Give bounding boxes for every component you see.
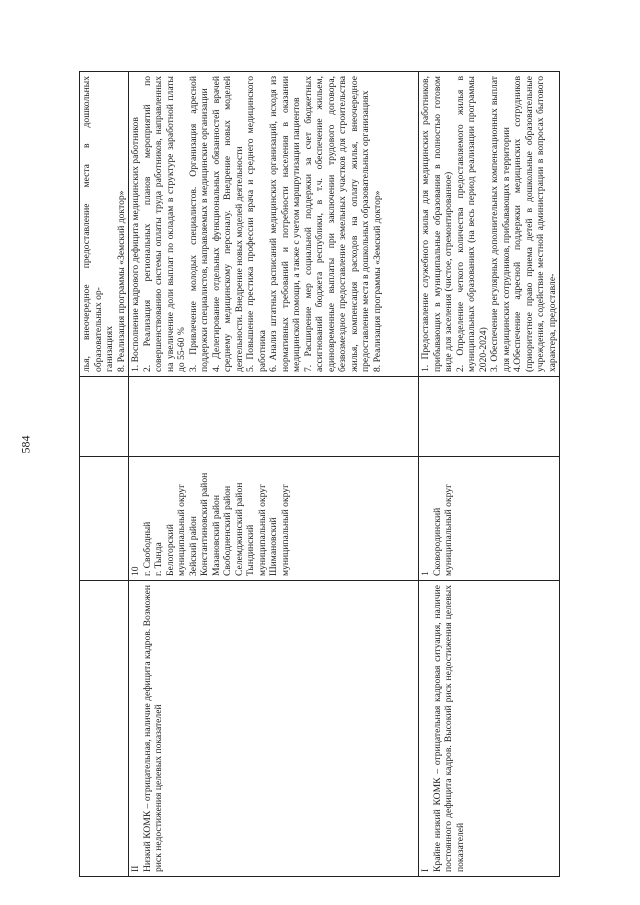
municipality-item: Сковородинский муниципальный округ	[431, 483, 454, 576]
rotated-table-sheet	[79, 72, 558, 877]
municipality-item: Тындинский муниципальный округ	[245, 483, 268, 576]
municipality-item: Зейский район	[187, 516, 199, 576]
measure-item: 1. Предоставление служебного жилья для медицинских работников, прибывающих в муниципальные образования в полностью готовом виде для заселения (чистое, отремонтированное)	[420, 76, 454, 372]
cell-group-ii-label	[129, 581, 419, 877]
municipality-item: г. Свободный	[141, 521, 153, 576]
cell-group-ii-count	[129, 457, 419, 581]
cell-continuation-measures	[80, 72, 129, 377]
table-row-continuation	[80, 72, 129, 877]
measure-item: 4.Обеспечение адресной поддержки медицинских сотрудников (приоритетное право приема детей в дошкольные образовательные учреждения, содействие местной администрации в вопросах бытового характера, предоставле-	[512, 76, 558, 372]
table-row-group-ii	[129, 72, 419, 877]
page-number: 584	[18, 435, 33, 454]
cell-group-i-spacer	[419, 377, 560, 457]
group-ii-count: 10	[130, 566, 141, 576]
group-ii-numeral: II	[130, 865, 141, 872]
group-ii-description: Низкий КОМК – отрицательная, наличие дефицита кадров. Возможен риск недостижения целевых показателей	[141, 585, 164, 872]
measure-item: 8. Реализация программы «Земский доктор»	[371, 190, 383, 372]
measure-item: 1. Восполнение кадрового дефицита медицинских работников	[130, 117, 141, 372]
cell-group-i-measures	[419, 72, 560, 377]
measure-item: 6. Анализ штатных расписаний медицинских организаций, исходя из нормативных требований и потребности населения в оказании медицинской помощи, а также с учетом маршрутизации пациентов	[268, 76, 302, 372]
continuation-line: ганизациях	[104, 326, 115, 372]
cell-group-ii-spacer	[129, 377, 419, 457]
group-i-numeral: I	[420, 868, 431, 872]
table-row-group-i	[419, 72, 560, 877]
cell-continuation-municipalities	[80, 377, 129, 457]
continuation-line: лья, внеочередное предоставление места в дошкольных образовательных ор-	[81, 76, 104, 372]
measure-item: 3. Привлечение молодых специалистов. Организация адресной поддержки специалистов, направляемых в медицинские организации	[187, 76, 210, 372]
municipality-item: г. Тында	[153, 542, 164, 576]
measure-item: 2. Реализация региональных планов мероприятий по совершенствованию системы оплаты труда работников, направленных на увеличение доли выплат по окладам в структуре заработной платы до 55-60 %	[141, 76, 187, 372]
municipality-item: Шимановский муниципальный округ	[268, 483, 291, 576]
measures-table	[79, 71, 560, 877]
municipality-item: Свободненский район	[222, 485, 233, 576]
measure-item: 5. Повышение престижа профессии врача и среднего медицинского работника	[245, 76, 268, 372]
municipality-item: Белогорский муниципальный округ	[164, 483, 187, 576]
group-i-count: 1	[420, 571, 431, 576]
measure-item: 4. Делегирование отдельных функциональных обязанностей врачей среднему медицинскому персоналу. Внедрение новых моделей деятельности. Внедрение новых моделей деятельности	[210, 76, 245, 372]
cell-continuation-group	[80, 581, 129, 877]
municipality-item: Селемджинский район	[233, 482, 245, 576]
cell-group-i-count	[419, 457, 560, 581]
continuation-line: 8. Реализация программы «Земский доктор»	[115, 190, 127, 372]
measure-item: 7. Расширение мер социальной поддержки за счет бюджетных ассигнований бюджета республики, в т.ч. обеспечение жильем, единовременные выплаты при заключении трудового договора, безвозмездное предоставление земельных участков для строительства жилья, компенсация расходов на оплату жилья, внеочередное предоставление места в дошкольных образовательных организациях	[302, 76, 371, 372]
cell-group-i-label	[419, 581, 560, 877]
group-i-description: Крайне низкий КОМК – отрицательная кадровая ситуация, наличие постоянного дефицита кадров. Высокий риск недостижения целевых показателей	[431, 585, 466, 872]
municipality-item: Константиновский район	[199, 472, 210, 576]
cell-group-ii-measures	[129, 72, 419, 377]
measure-item: 2. Определение четкого количества предоставляемого жилья в муниципальных образованиях (на весь период реализации программы 2020-2024)	[454, 76, 489, 372]
cell-continuation-description	[80, 457, 129, 581]
measure-item: 3. Обеспечение регулярных дополнительных компенсационных выплат для медицинских сотрудников, прибывающих в территории	[489, 76, 512, 372]
municipality-item: Мазановский район	[210, 495, 222, 576]
